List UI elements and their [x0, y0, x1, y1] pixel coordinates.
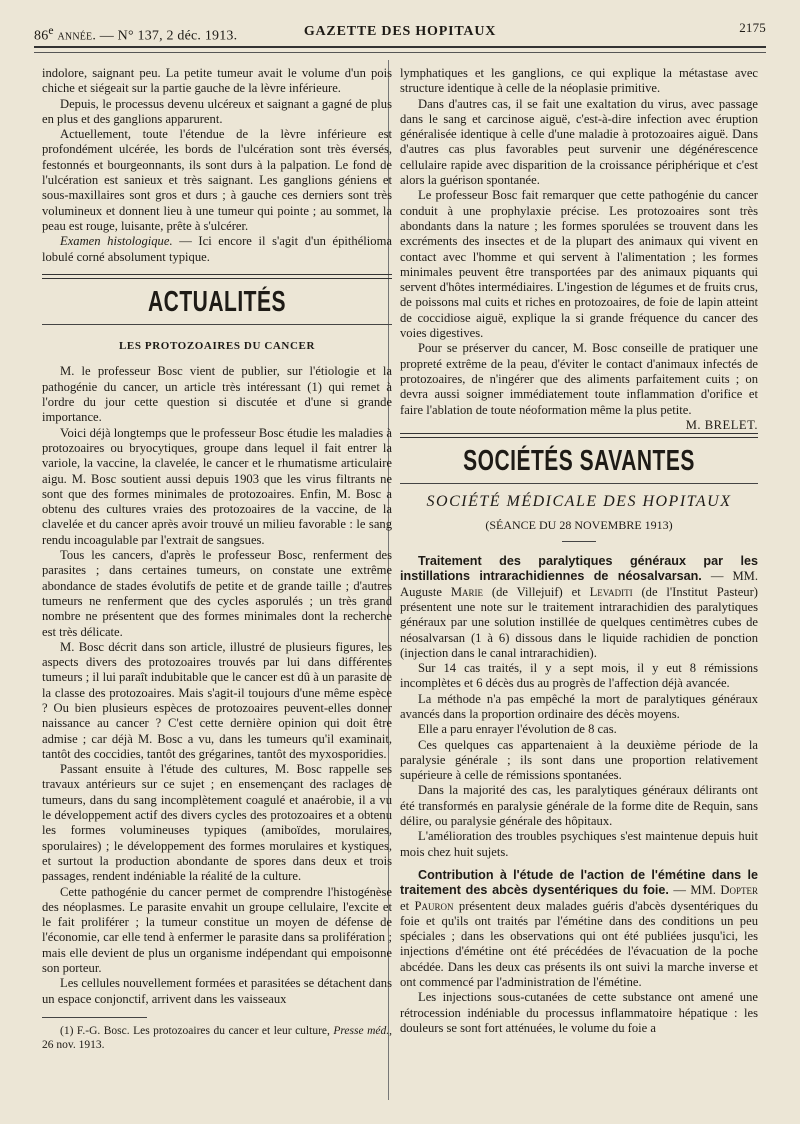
paragraph: Contribution à l'étude de l'action de l'émétine dans le traitement des abcès dysentériques du foie. — MM. Dopter et Pauron présentent deux malades guéris d'abcès dysentériques du foie et qu'ils ont traités par l'émétine dans des conditions un peu spéciales ; dans les observations qui ont été publiées jusqu'ici, les injections d'émétine ont été précédées de l'évacuation de la poche abcédée. Dans les deux cas présents ils ont suivi la marche inverse et ont commencé par l'administration de l'émétine. [400, 867, 758, 990]
left-column [42, 66, 392, 1052]
header-rule-thin [34, 52, 766, 53]
running-head [34, 20, 766, 44]
paragraph: Cette pathogénie du cancer permet de comprendre l'histogénèse des néoplasmes. Le parasite envahit un groupe cellulaire, l'excite et le fait proliférer ; la tumeur constitue un moyen de défense de l'économie, car elle tend à enfermer le parasite dans sa prolifération ; mais elle devient de plus un organisme indépendant qui empoisonne son porteur. [42, 884, 392, 976]
author-signature: M. BRELET. [685, 417, 758, 432]
short-rule [562, 541, 596, 542]
session-date: (SÉANCE DU 28 NOVEMBRE 1913) [485, 517, 673, 532]
paragraph: Le professeur Bosc fait remarquer que cette pathogénie du cancer conduit à une prophylaxie précise. Les protozoaires sont très abondants dans la nature ; les formes sporulées se trouvent dans les excréments des insectes et de la plupart des animaux qui vivent en contact avec l'homme et qui servent à l'alimentation ; les formes minimales peuvent être transportées par des animaux piquants qui servent d'hôtes intermédiaires. L'ingestion de légumes et de fruits crus, de poissons mal cuits et riches en protozoaires, de foie de lapin atteint de coccidiose aiguë, explique la si grande fréquence du cancer des voies digestives. [400, 188, 758, 341]
paragraph: indolore, saignant peu. La petite tumeur avait le volume d'un pois chiche et siégeait sur la partie gauche de la lèvre inférieure. [42, 66, 392, 96]
paragraph: Elle a paru enrayer l'évolution de 8 cas. [418, 722, 617, 737]
journal-title: GAZETTE DES HOPITAUX [303, 24, 497, 39]
paragraph: lymphatiques et les ganglions, ce qui explique la métastase avec structure identique à celle de la néoplasie primitive. [400, 66, 758, 96]
header-rule [34, 46, 766, 48]
paragraph: Tous les cancers, d'après le professeur Bosc, renferment des parasites ; dans certaines tumeurs, on constate une extrême abondance de stades évolutifs de petite et de grande taille ; d'autres tumeurs ne renferment que des cycles asporulés ; un très grand nombre ne présentent que des formes minimales dont la recherche est très délicate. [42, 548, 392, 639]
paragraph: Les cellules nouvellement formées et parasitées se détachent dans un espace conjonctif, arrivent dans les vaisseaux [42, 976, 392, 1006]
section-rule [400, 433, 758, 438]
article-title: Traitement des paralytiques généraux par les instillations intrarachidiennes de néosalvarsan. [400, 554, 758, 584]
paragraph: Pour se préserver du cancer, M. Bosc conseille de pratiquer une propreté extrême de la peau, d'éviter le contact d'animaux infectés de protozoaires, de n'ingérer que des aliments parfaitement cuits ; on devra aussi soigner immédiatement toute inflammation d'orifice et faire l'ablation de toute néoformation même la plus petite. M. BRELET. [400, 341, 758, 432]
issue-info: 86e année. — N° 137, 2 déc. 1913. [34, 24, 238, 44]
section-rule [400, 483, 758, 484]
right-column [400, 66, 758, 1036]
paragraph: Examen histologique. — Ici encore il s'agit d'un épithélioma lobulé corné absolument typique. [42, 234, 392, 264]
section-rule [42, 324, 392, 325]
paragraph: Actuellement, toute l'étendue de la lèvre inférieure est profondément ulcérée, les bords de l'ulcération sont très éversés, festonnés et bourgeonnants, ils sont durs à la palpation. Le fond de l'ulcération est sanieux et très saignant. Les ganglions géniens et sous-maxillaires sont gros et durs ; à gauche ces derniers sont très volumineux et donnent lieu à une tumeur qui pointe ; au sommet, la peau est rouge, luisante, prête à s'ulcérer. [42, 127, 392, 233]
paragraph: Dans d'autres cas, il se fait une exaltation du virus, avec passage dans le sang et carcinose aiguë, c'est-à-dire infection avec éruption généralisée identique à celle d'une maladie à protozoaires aiguë. Dans d'autres cas plus favorables peut survenir une dégénérescence cellulaire rapide avec disparition de la croissance périphérique et c'est alors la guérison spontanée. [400, 96, 758, 188]
section-title-societes: SOCIÉTÉS SAVANTES [463, 446, 695, 478]
paragraph: La méthode n'a pas empêché la mort de paralytiques généraux avancés dans la proportion ordinaire des décès moyens. [400, 691, 758, 721]
society-heading: SOCIÉTÉ MÉDICALE DES HOPITAUX [426, 493, 732, 511]
paragraph: Voici déjà longtemps que le professeur Bosc étudie les maladies à protozoaires ou bryocytiques, groupe dans lequel il fait entrer la variole, la vaccine, la clavelée, le cancer et le rhumatisme articulaire aigu. M. Bosc soutient aussi depuis 1903 que les virus filtrants ne sont que des formes minimales de protozoaires. Enfin, M. Bosc a obtenu des cultures vraies des protozoaires de la vaccine, de la clavelée et du cancer après avoir trouvé un milieu favorable : le sang rendu incoagulable par l'extrait de sangsues. [42, 425, 392, 547]
paragraph: M. Bosc décrit dans son article, illustré de plusieurs figures, les aspects divers des protozoaires trouvés par lui dans différentes tumeurs ; il lui paraît indubitable que le cancer est dû à un parasite de la classe des protozoaires. Mais s'agit-il toujours d'une même espèce ? Ou bien plusieurs espèces de protozoaires peuvent-elles donner naissance au cancer ? C'est cette dernière opinion qui doit être admise ; car déjà M. Bosc a vu, dans les tumeurs qu'il examinait, tantôt des coccidies, tantôt des grégarines, tantôt des myxosporidies. [42, 639, 392, 761]
paragraph: M. le professeur Bosc vient de publier, sur l'étiologie et la pathogénie du cancer, un article très intéressant (1) qui remet à l'ordre du jour cette question si discutée et d'une si grande importance. [42, 364, 392, 425]
paragraph: Depuis, le processus devenu ulcéreux et saignant a gagné de plus en plus et des ganglions apparurent. [42, 96, 392, 126]
paragraph: Les injections sous-cutanées de cette substance ont amené une rétrocession indéniable du processus inflammatoire hépatique : les douleurs se sont fort atténuées, le volume du foie a [400, 990, 758, 1035]
paragraph: Passant ensuite à l'étude des cultures, M. Bosc rappelle ses travaux antérieurs sur ce sujet ; en ensemençant des raclages de tumeurs, dans du sang incomplètement coagulé et anaérobie, il a vu le développement actif des divers cycles des protozoaires et a obtenu les formes volumineuses typiques (amiboïdes, morulaires, sporulaires) ; le développement des formes morulaires et kystiques, et surtout la production abondante de spores dans deux et trois passages, rendent indéniable la réalité de la culture. [42, 762, 392, 884]
footnote-rule [42, 1017, 147, 1018]
paragraph: Traitement des paralytiques généraux par les instillations intrarachidiennes de néosalvarsan. — MM. Auguste Marie (de Villejuif) et Levaditi (de l'Institut Pasteur) présentent une note sur le traitement intrarachidien des paralytiques généraux par une solution instillée de quelques centimètres cubes de néosalvarsan (1 à 6) dissous dans le liquide rachidien de ponction (injection dans le canal intrarachidien). [400, 554, 758, 660]
section-rule [42, 274, 392, 279]
article-heading: LES PROTOZOAIRES DU CANCER [118, 340, 315, 353]
paragraph: Dans la majorité des cas, les paralytiques généraux délirants ont été transformés en paralysie générale de la forme dite de Requin, sans délire, ou paralysie générale des hôpitaux. [400, 783, 758, 829]
article-title: Contribution à l'étude de l'action de l'émétine dans le traitement des abcès dysentériques du foie. [400, 867, 758, 898]
paragraph: Sur 14 cas traités, il y a sept mois, il y eut 8 rémissions incomplètes et 6 décès dus au progrès de l'affection déjà avancée. [400, 661, 758, 691]
page-number: 2175 [739, 20, 766, 35]
paragraph: Ces quelques cas appartenaient à la deuxième période de la paralysie générale ; ils sont dans une proportion relativement supérieure à celle de rémissions spontanées. [400, 737, 758, 783]
paragraph: L'amélioration des troubles psychiques s'est maintenue depuis huit mois chez huit sujets. [400, 829, 758, 859]
footnote: (1) F.-G. Bosc. Les protozoaires du cancer et leur culture, Presse méd., 26 nov. 1913. [42, 1024, 392, 1051]
section-title-actualites: ACTUALITÉS [148, 286, 286, 318]
